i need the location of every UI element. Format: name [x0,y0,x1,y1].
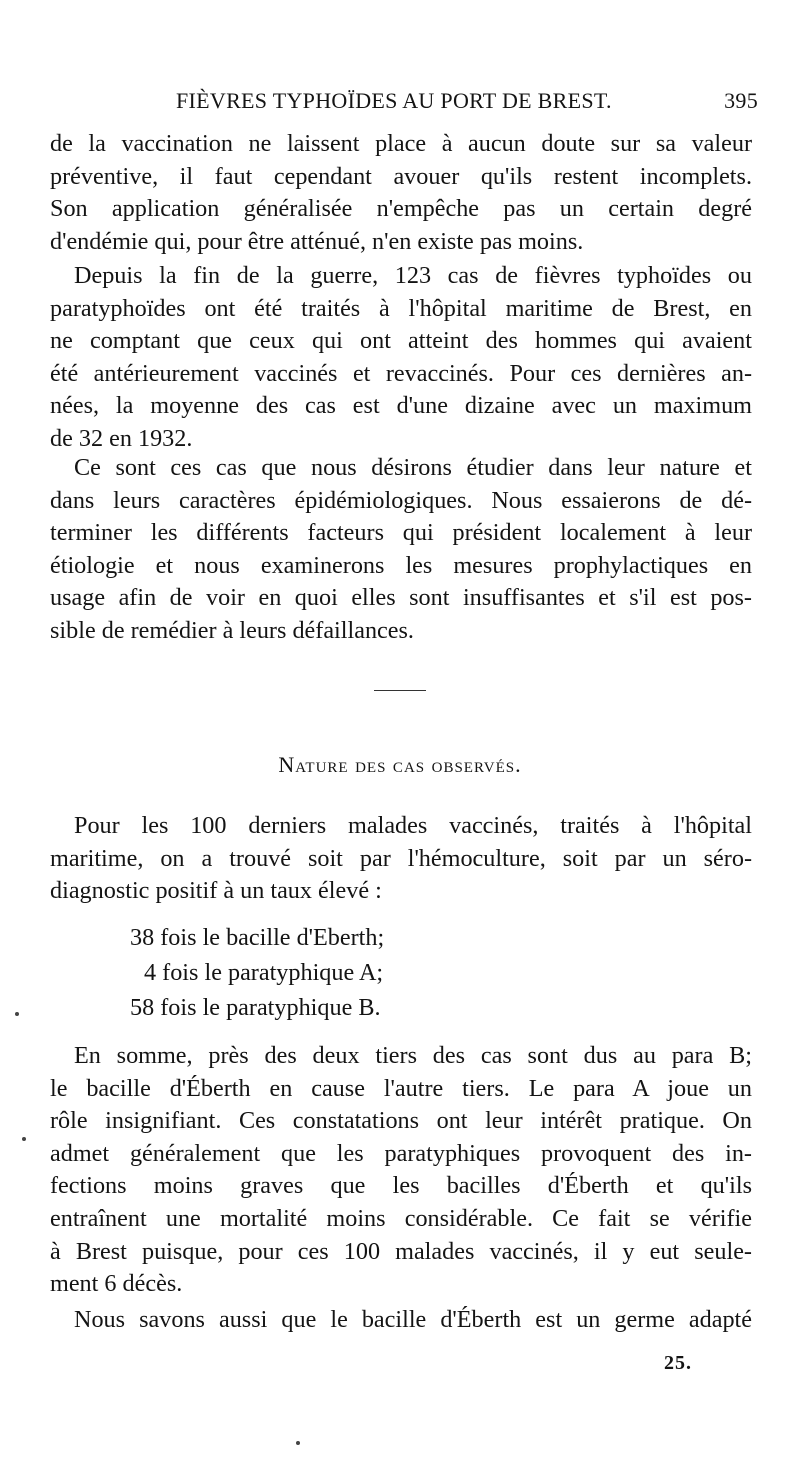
text-line: maritime, on a trouvé soit par l'hémoculture, soit par un séro- [50,844,752,872]
text-line: ment 6 décès. [50,1270,183,1298]
signature-mark: 25. [664,1352,692,1374]
text-line: En somme, près des deux tiers des cas sont dus au para B; [74,1042,752,1069]
list-item: 4 fois le paratyphique A; [144,959,384,986]
text-line: paratyphoïdes ont été traités à l'hôpital maritime de Brest, en [50,294,752,322]
text-line: diagnostic positif à un taux élevé : [50,877,382,905]
scan-speck [15,1012,19,1016]
text-line: Nous savons aussi que le bacille d'Éberth est un germe adapté [74,1306,752,1333]
paragraph-study-aims [50,452,752,648]
text-line: nées, la moyenne des cas est d'une dizaine avec un maximum [50,392,752,420]
text-line: fections moins graves que les bacilles d'Éberth et qu'ils [50,1172,752,1200]
section-heading: Nature des cas observés. [278,752,522,777]
text-line: entraînent une mortalité moins considérable. Ce fait se vérifie [50,1204,752,1232]
section-separator [374,690,426,691]
text-line: de la vaccination ne laissent place à aucun doute sur sa valeur [50,130,752,157]
text-line: à Brest puisque, pour ces 100 malades vaccinés, il y eut seule- [50,1237,752,1265]
text-line: Son application généralisée n'empêche pas un certain degré [50,195,752,223]
paragraph-cases-since-war [50,260,752,456]
text-line: de 32 en 1932. [50,424,193,452]
text-line: étiologie et nous examinerons les mesures prophylactiques en [50,551,752,579]
bacteria-count-list [130,920,384,1025]
text-line: d'endémie qui, pour être atténué, n'en existe pas moins. [50,227,584,255]
text-line: dans leurs caractères épidémiologiques. Nous essaierons de dé- [50,486,752,514]
running-header [0,82,800,118]
text-line: Depuis la fin de la guerre, 123 cas de fièvres typhoïdes ou [74,262,752,289]
text-line: admet généralement que les paratyphiques provoquent des in- [50,1139,752,1167]
paragraph-summary [50,1040,752,1301]
text-line: Ce sont ces cas que nous désirons étudier dans leur nature et [74,454,752,481]
scan-speck [22,1137,26,1141]
list-item: 58 fois le paratyphique B. [130,994,381,1021]
page-number: 395 [724,88,758,113]
text-line: le bacille d'Éberth en cause l'autre tiers. Le para A joue un [50,1074,752,1102]
text-line: rôle insignifiant. Ces constatations ont leur intérêt pratique. On [50,1107,752,1135]
paragraph-100-patients [50,810,752,908]
text-line: ne comptant que ceux qui ont atteint des hommes qui avaient [50,327,752,355]
paragraph-eberth-adapted [50,1304,752,1337]
text-line: sible de remédier à leurs défaillances. [50,616,414,644]
running-title: FIÈVRES TYPHOÏDES AU PORT DE BREST. [176,88,612,113]
text-line: usage afin de voir en quoi elles sont insuffisantes et s'il est pos- [50,584,752,612]
list-item: 38 fois le bacille d'Eberth; [130,924,385,951]
paragraph-vaccination-incomplete [50,128,752,258]
scan-speck [296,1441,300,1445]
text-line: Pour les 100 derniers malades vaccinés, traités à l'hôpital [74,812,752,839]
text-line: terminer les différents facteurs qui président localement à leur [50,519,752,547]
text-line: préventive, il faut cependant avouer qu'ils restent incomplets. [50,162,752,190]
text-line: été antérieurement vaccinés et revaccinés. Pour ces dernières an- [50,359,752,387]
